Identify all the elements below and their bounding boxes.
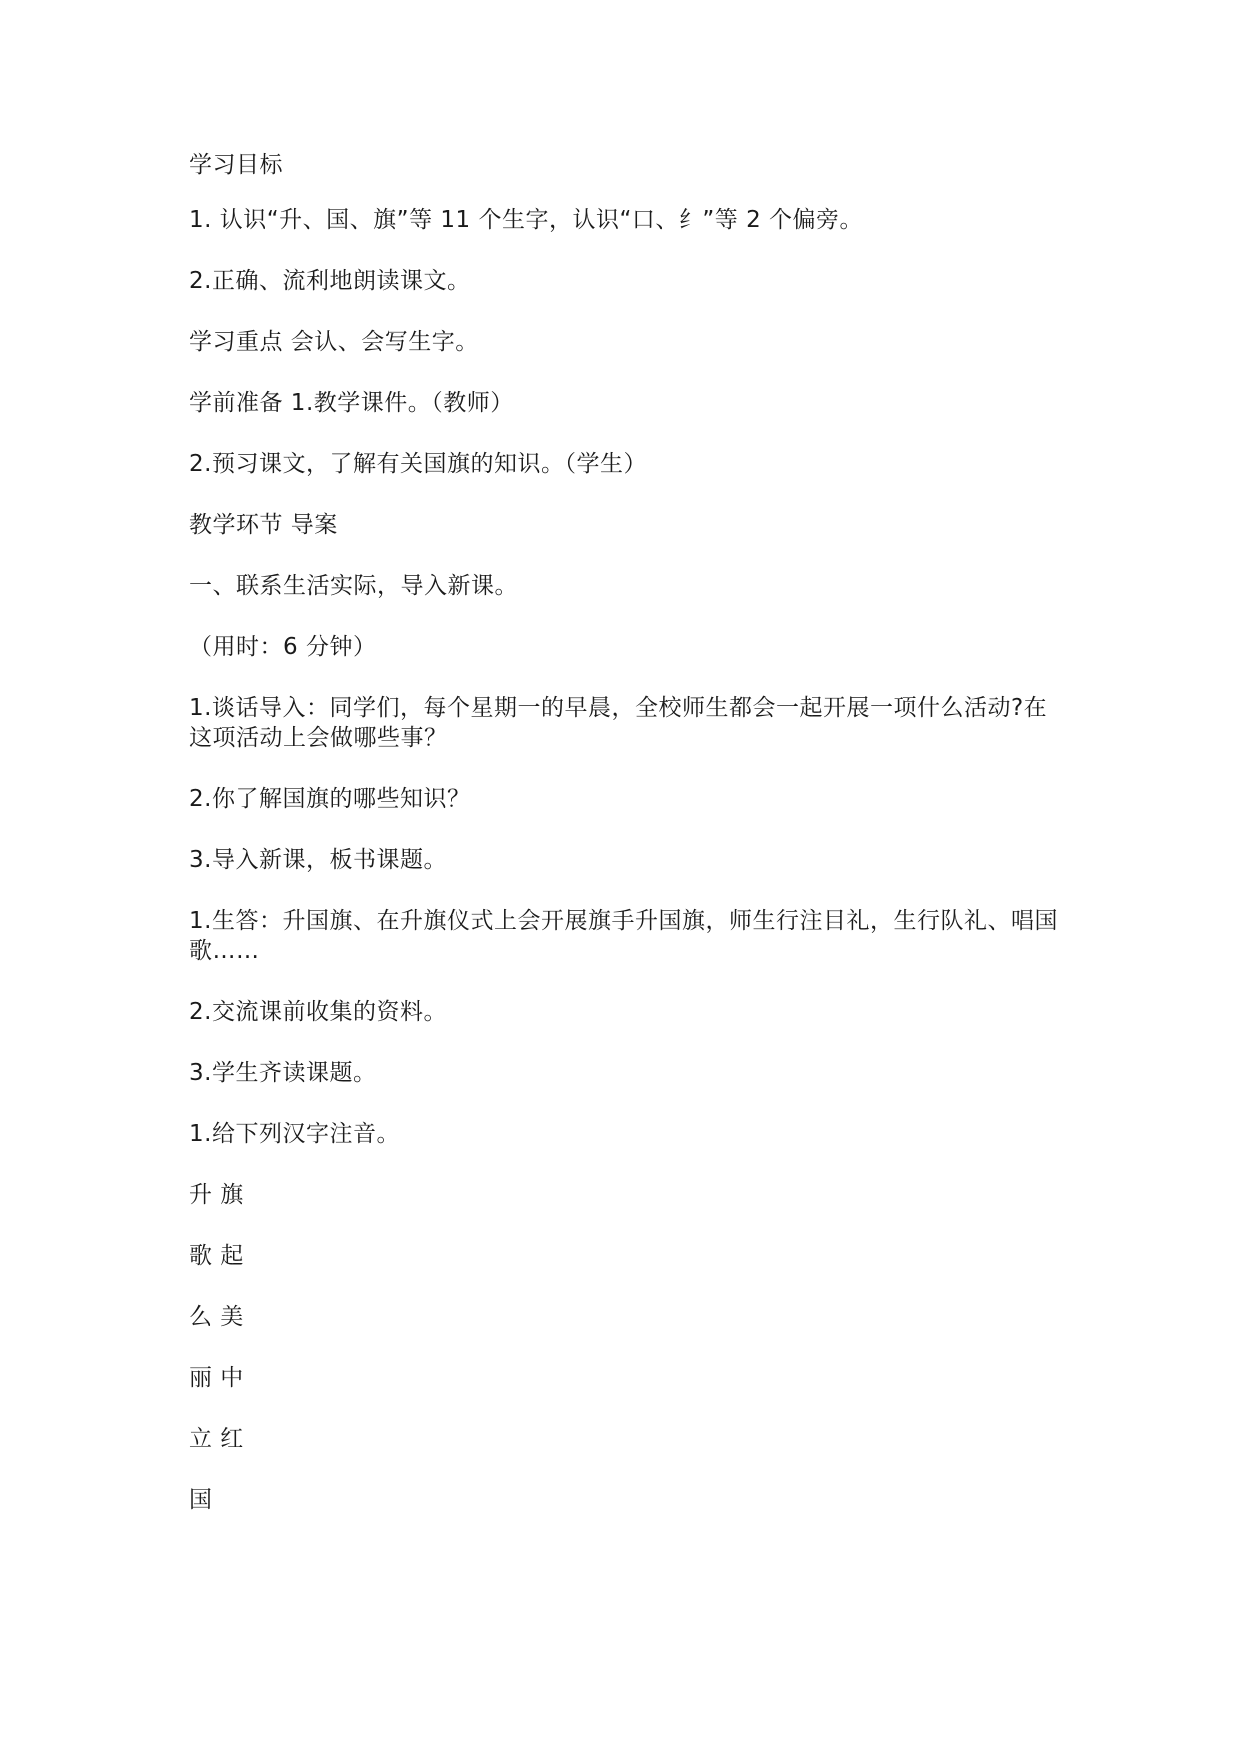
character-pair-2: 歌 起 xyxy=(189,1243,244,1269)
character-pair-3: 么 美 xyxy=(189,1304,244,1330)
teacher-question-2: 2.你了解国旗的哪些知识？ xyxy=(189,786,471,812)
character-pair-4: 丽 中 xyxy=(189,1365,244,1391)
preparation-teacher: 学前准备 1.教学课件。（教师） xyxy=(189,390,514,416)
teaching-section-heading: 教学环节 导案 xyxy=(189,512,338,538)
student-answer-1: 1.生答：升国旗、在升旗仪式上会开展旗手升国旗，师生行注目礼，生行队礼、唱国歌…… xyxy=(189,908,1058,964)
character-pair-5: 立 红 xyxy=(189,1426,244,1452)
time-note: （用时：6 分钟） xyxy=(189,634,377,660)
student-answer-2: 2.交流课前收集的资料。 xyxy=(189,999,447,1025)
student-answer-3: 3.学生齐读课题。 xyxy=(189,1060,377,1086)
character-single-6: 国 xyxy=(189,1487,213,1513)
teacher-step-3: 3.导入新课，板书课题。 xyxy=(189,847,447,873)
heading-learning-goals: 学习目标 xyxy=(189,152,283,178)
learning-focus: 学习重点 会认、会写生字。 xyxy=(189,329,479,355)
preparation-student: 2.预习课文，了解有关国旗的知识。（学生） xyxy=(189,451,647,477)
document-body xyxy=(189,150,1069,1515)
goal-item-2: 2.正确、流利地朗读课文。 xyxy=(189,268,471,294)
exercise-instruction: 1.给下列汉字注音。 xyxy=(189,1121,400,1147)
teacher-question-1: 1.谈话导入：同学们，每个星期一的早晨，全校师生都会一起开展一项什么活动?在这项活动上会做哪些事？ xyxy=(189,695,1048,751)
step-one-heading: 一、联系生活实际，导入新课。 xyxy=(189,573,518,599)
character-pair-1: 升 旗 xyxy=(189,1182,244,1208)
goal-item-1: 1. 认识“升、国、旗”等 11 个生字，认识“口、纟”等 2 个偏旁。 xyxy=(189,207,864,233)
